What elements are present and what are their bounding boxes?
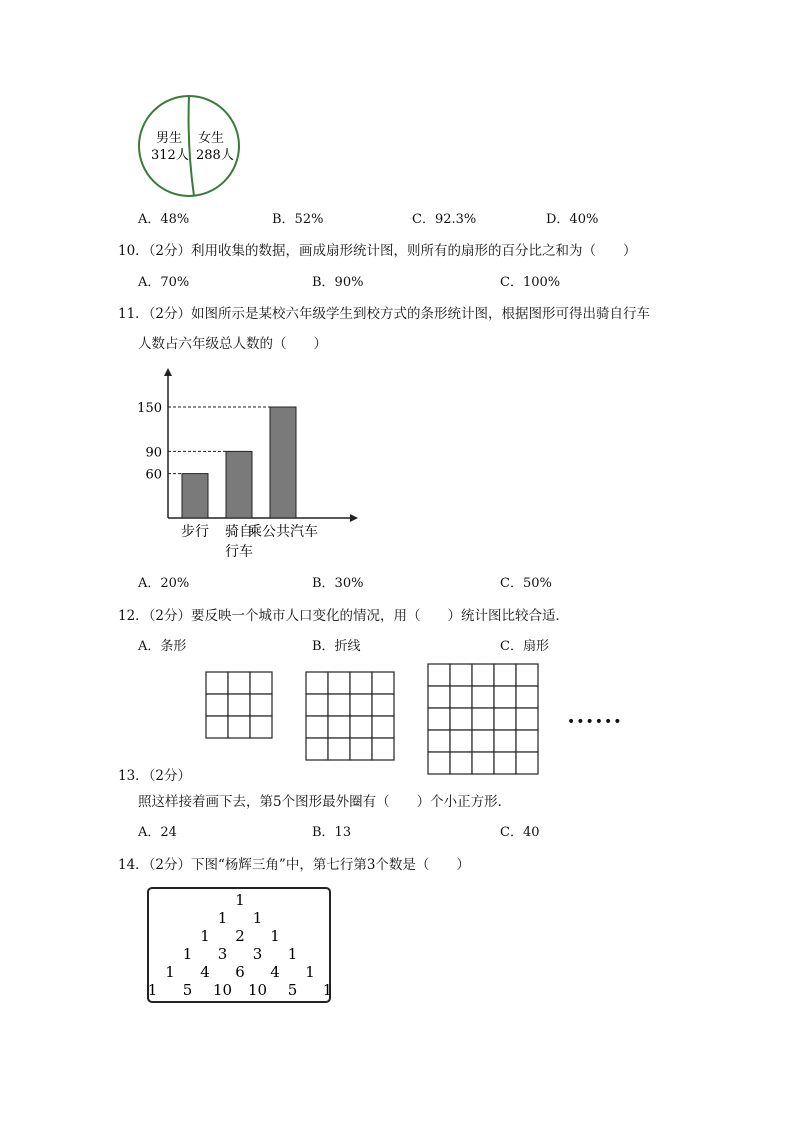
grid-cell bbox=[306, 716, 328, 738]
grid-cell bbox=[250, 694, 272, 716]
q10-option-c[interactable]: C．100% bbox=[500, 275, 561, 290]
y-tick-label: 150 bbox=[137, 401, 162, 416]
triangle-number: 6 bbox=[235, 963, 245, 981]
q10-text: 10．（2分）利用收集的数据，画成扇形统计图，则所有的扇形的百分比之和为（ ） bbox=[118, 243, 637, 259]
grid-cell bbox=[472, 730, 494, 752]
grid-cell bbox=[450, 664, 472, 686]
y-axis-arrow bbox=[164, 368, 172, 376]
bar bbox=[270, 407, 296, 518]
grid-cell bbox=[494, 664, 516, 686]
triangle-number: 1 bbox=[270, 927, 280, 945]
triangle-number: 4 bbox=[270, 963, 280, 981]
triangle-number: 4 bbox=[200, 963, 210, 981]
grid-figure bbox=[206, 672, 272, 738]
grid-cell bbox=[306, 694, 328, 716]
q11-text-line2: 人数占六年级总人数的（ ） bbox=[138, 336, 327, 352]
grid-cell bbox=[328, 716, 350, 738]
x-tick-label: 步行 bbox=[181, 524, 209, 540]
triangle-number: 5 bbox=[182, 981, 193, 999]
grid-cell bbox=[306, 738, 328, 760]
x-axis-arrow bbox=[350, 514, 358, 522]
grid-cell bbox=[516, 730, 538, 752]
grid-cell bbox=[516, 752, 538, 774]
grid-cell bbox=[350, 716, 372, 738]
grid-cell bbox=[472, 686, 494, 708]
grid-cell bbox=[428, 708, 450, 730]
x-tick-label: 乘公共汽车 bbox=[248, 524, 318, 540]
grid-cell bbox=[228, 694, 250, 716]
grid-cell bbox=[372, 672, 394, 694]
grid-cell bbox=[428, 730, 450, 752]
grid-cell bbox=[372, 694, 394, 716]
triangle-number: 3 bbox=[252, 945, 263, 963]
q10-option-b[interactable]: B．90% bbox=[312, 275, 364, 290]
grid-cell bbox=[516, 686, 538, 708]
q13-option-b[interactable]: B．13 bbox=[312, 825, 352, 840]
bar bbox=[182, 474, 208, 518]
grid-cell bbox=[206, 716, 228, 738]
q14-yanghui-triangle bbox=[144, 886, 334, 1006]
pie-boys-count: 312人 bbox=[151, 148, 189, 163]
grid-cell bbox=[494, 708, 516, 730]
grid-cell bbox=[428, 686, 450, 708]
grid-cell bbox=[472, 708, 494, 730]
q13-ellipsis: •••••• bbox=[567, 714, 623, 730]
grid-cell bbox=[306, 672, 328, 694]
q13-header: 13．（2分） bbox=[118, 768, 192, 784]
triangle-number: 2 bbox=[235, 927, 245, 945]
grid-cell bbox=[206, 694, 228, 716]
grid-cell bbox=[350, 738, 372, 760]
q13-text: 照这样接着画下去，第5个图形最外圈有（ ）个小正方形． bbox=[138, 794, 512, 810]
q9-option-b[interactable]: B．52% bbox=[272, 212, 324, 227]
q12-text: 12．（2分）要反映一个城市人口变化的情况，用（ ）统计图比较合适． bbox=[118, 608, 570, 624]
q12-option-b[interactable]: B．折线 bbox=[312, 639, 361, 654]
grid-cell bbox=[494, 752, 516, 774]
grid-cell bbox=[494, 730, 516, 752]
q9-option-c[interactable]: C．92.3% bbox=[412, 212, 477, 227]
grid-figure bbox=[428, 664, 538, 774]
grid-cell bbox=[350, 694, 372, 716]
triangle-number: 5 bbox=[287, 981, 298, 999]
grid-cell bbox=[372, 716, 394, 738]
grid-cell bbox=[350, 672, 372, 694]
grid-cell bbox=[250, 672, 272, 694]
triangle-number: 10 bbox=[212, 981, 233, 999]
grid-cell bbox=[228, 716, 250, 738]
q11-option-c[interactable]: C．50% bbox=[500, 576, 552, 591]
grid-figure bbox=[306, 672, 394, 760]
q10-option-a[interactable]: A．70% bbox=[138, 275, 190, 290]
triangle-number: 3 bbox=[217, 945, 228, 963]
y-tick-label: 60 bbox=[145, 467, 162, 483]
triangle-number: 1 bbox=[322, 981, 333, 999]
q13-option-a[interactable]: A．24 bbox=[138, 825, 177, 840]
q13-grid-figures bbox=[200, 660, 550, 778]
q11-bar-chart bbox=[137, 362, 362, 562]
grid-cell bbox=[328, 694, 350, 716]
grid-cell bbox=[494, 686, 516, 708]
q9-pie-chart bbox=[136, 96, 244, 196]
triangle-number: 1 bbox=[287, 945, 298, 963]
q9-option-d[interactable]: D．40% bbox=[546, 212, 599, 227]
triangle-number: 1 bbox=[182, 945, 193, 963]
bar bbox=[226, 451, 252, 518]
q12-option-c[interactable]: C．扇形 bbox=[500, 639, 549, 654]
grid-cell bbox=[328, 738, 350, 760]
q11-text-line1: 11．（2分）如图所示是某校六年级学生到校方式的条形统计图，根据图形可得出骑自行车 bbox=[118, 306, 651, 322]
grid-cell bbox=[228, 672, 250, 694]
triangle-number: 1 bbox=[147, 981, 158, 999]
triangle-number: 1 bbox=[305, 963, 315, 981]
q13-option-c[interactable]: C．40 bbox=[500, 825, 540, 840]
grid-cell bbox=[428, 664, 450, 686]
grid-cell bbox=[516, 708, 538, 730]
grid-cell bbox=[450, 730, 472, 752]
grid-cell bbox=[328, 672, 350, 694]
triangle-number: 1 bbox=[217, 909, 228, 927]
triangle-number: 1 bbox=[200, 927, 210, 945]
x-tick-label: 骑自 bbox=[225, 524, 253, 540]
triangle-number: 1 bbox=[235, 891, 245, 909]
x-tick-label: 行车 bbox=[225, 544, 253, 560]
q12-option-a[interactable]: A．条形 bbox=[138, 639, 187, 654]
pie-boys-label: 男生 bbox=[156, 131, 183, 146]
triangle-number: 10 bbox=[247, 981, 268, 999]
q14-text: 14．（2分）下图“杨辉三角”中，第七行第3个数是（ ） bbox=[118, 857, 470, 873]
grid-cell bbox=[250, 716, 272, 738]
pie-girls-count: 288人 bbox=[196, 148, 234, 163]
q9-option-a[interactable]: A．48% bbox=[138, 212, 190, 227]
grid-cell bbox=[372, 738, 394, 760]
grid-cell bbox=[450, 708, 472, 730]
grid-cell bbox=[450, 752, 472, 774]
q11-option-b[interactable]: B．30% bbox=[312, 576, 364, 591]
triangle-number: 1 bbox=[252, 909, 263, 927]
q11-option-a[interactable]: A．20% bbox=[138, 576, 190, 591]
grid-cell bbox=[428, 752, 450, 774]
y-tick-label: 90 bbox=[145, 445, 162, 461]
grid-cell bbox=[450, 686, 472, 708]
pie-girls-label: 女生 bbox=[198, 131, 225, 146]
grid-cell bbox=[472, 664, 494, 686]
grid-cell bbox=[472, 752, 494, 774]
triangle-number: 1 bbox=[165, 963, 175, 981]
grid-cell bbox=[516, 664, 538, 686]
grid-cell bbox=[206, 672, 228, 694]
